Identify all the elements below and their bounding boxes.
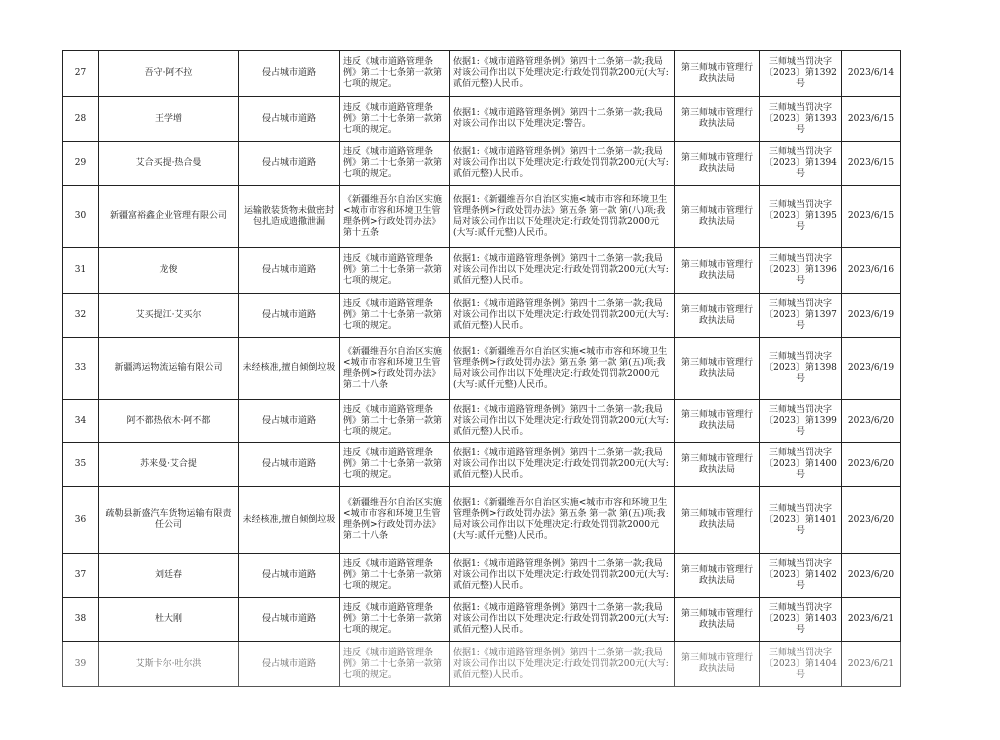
enforcement-agency: 第三师城市管理行政执法局 bbox=[675, 248, 760, 294]
decision-date: 2023/6/15 bbox=[842, 186, 901, 248]
violation-type: 侵占城市道路 bbox=[239, 554, 340, 598]
table-row bbox=[63, 487, 901, 554]
violation-basis: 违反《城市道路管理条例》第二十七条第一款第七项的规定。 bbox=[340, 400, 450, 443]
party-name: 苏来曼·艾合提 bbox=[99, 443, 239, 487]
table-row bbox=[63, 186, 901, 248]
decision-number: 三师城当罚决字〔2023〕第1393号 bbox=[760, 97, 842, 142]
decision-number: 三师城当罚决字〔2023〕第1395号 bbox=[760, 186, 842, 248]
violation-type: 侵占城市道路 bbox=[239, 142, 340, 186]
decision-number: 三师城当罚决字〔2023〕第1401号 bbox=[760, 487, 842, 554]
decision-date: 2023/6/21 bbox=[842, 642, 901, 687]
penalty-decision: 依据1:《城市道路管理条例》第四十二条第一款;我局对该公司作出以下处理决定:行政处罚罚款200元(大写:贰佰元整)人民币。 bbox=[450, 598, 675, 642]
row-number: 32 bbox=[63, 294, 99, 338]
enforcement-agency: 第三师城市管理行政执法局 bbox=[675, 487, 760, 554]
row-number: 35 bbox=[63, 443, 99, 487]
violation-type: 侵占城市道路 bbox=[239, 294, 340, 338]
violation-type: 未经核准,擅自倾倒垃圾 bbox=[239, 487, 340, 554]
penalty-decision: 依据1:《新疆维吾尔自治区实施<城市市容和环境卫生管理条例>行政处罚办法》第五条 第一款 第(五)项;我局对该公司作出以下处理决定:行政处罚罚款2000元(大写:贰仟元整)人民币。 bbox=[450, 487, 675, 554]
penalty-decision: 依据1:《新疆维吾尔自治区实施<城市市容和环境卫生管理条例>行政处罚办法》第五条 第一款 第(八)项;我局对该公司作出以下处理决定:行政处罚罚款2000元(大写:贰仟元整)人民币。 bbox=[450, 186, 675, 248]
violation-basis: 《新疆维吾尔自治区实施<城市市容和环境卫生管理条例>行政处罚办法》第十五条 bbox=[340, 186, 450, 248]
table-row bbox=[63, 338, 901, 400]
row-number: 27 bbox=[63, 51, 99, 97]
table-row bbox=[63, 51, 901, 97]
enforcement-agency: 第三师城市管理行政执法局 bbox=[675, 598, 760, 642]
violation-type: 侵占城市道路 bbox=[239, 642, 340, 687]
row-number: 34 bbox=[63, 400, 99, 443]
row-number: 29 bbox=[63, 142, 99, 186]
row-number: 38 bbox=[63, 598, 99, 642]
violation-type: 侵占城市道路 bbox=[239, 248, 340, 294]
penalty-decision: 依据1:《城市道路管理条例》第四十二条第一款;我局对该公司作出以下处理决定:行政处罚罚款200元(大写:贰佰元整)人民币。 bbox=[450, 294, 675, 338]
penalty-decision: 依据1:《新疆维吾尔自治区实施<城市市容和环境卫生管理条例>行政处罚办法》第五条 第一款 第(五)项;我局对该公司作出以下处理决定:行政处罚罚款2000元(大写:贰仟元整)人民币。 bbox=[450, 338, 675, 400]
enforcement-agency: 第三师城市管理行政执法局 bbox=[675, 186, 760, 248]
penalty-decision: 依据1:《城市道路管理条例》第四十二条第一款;我局对该公司作出以下处理决定:行政处罚罚款200元(大写:贰佰元整)人民币。 bbox=[450, 248, 675, 294]
violation-type: 侵占城市道路 bbox=[239, 51, 340, 97]
enforcement-agency: 第三师城市管理行政执法局 bbox=[675, 642, 760, 687]
violation-basis: 违反《城市道路管理条例》第二十七条第一款第七项的规定。 bbox=[340, 294, 450, 338]
decision-number: 三师城当罚决字〔2023〕第1404号 bbox=[760, 642, 842, 687]
decision-date: 2023/6/15 bbox=[842, 97, 901, 142]
decision-number: 三师城当罚决字〔2023〕第1402号 bbox=[760, 554, 842, 598]
row-number: 39 bbox=[63, 642, 99, 687]
violation-basis: 违反《城市道路管理条例》第二十七条第一款第七项的规定。 bbox=[340, 97, 450, 142]
table-row bbox=[63, 598, 901, 642]
table-row bbox=[63, 294, 901, 338]
table-row bbox=[63, 443, 901, 487]
decision-date: 2023/6/19 bbox=[842, 338, 901, 400]
penalty-decision: 依据1:《城市道路管理条例》第四十二条第一款;我局对该公司作出以下处理决定:行政处罚罚款200元(大写:贰佰元整)人民币。 bbox=[450, 554, 675, 598]
decision-number: 三师城当罚决字〔2023〕第1399号 bbox=[760, 400, 842, 443]
violation-type: 侵占城市道路 bbox=[239, 598, 340, 642]
violation-basis: 违反《城市道路管理条例》第二十七条第一款第七项的规定。 bbox=[340, 142, 450, 186]
violation-basis: 《新疆维吾尔自治区实施<城市市容和环境卫生管理条例>行政处罚办法》第二十八条 bbox=[340, 487, 450, 554]
decision-date: 2023/6/20 bbox=[842, 400, 901, 443]
party-name: 新疆鸿运物流运输有限公司 bbox=[99, 338, 239, 400]
violation-type: 运输散装货物未做密封包扎造成遗撒泄漏 bbox=[239, 186, 340, 248]
decision-number: 三师城当罚决字〔2023〕第1400号 bbox=[760, 443, 842, 487]
violation-type: 未经核准,擅自倾倒垃圾 bbox=[239, 338, 340, 400]
enforcement-agency: 第三师城市管理行政执法局 bbox=[675, 294, 760, 338]
party-name: 刘廷春 bbox=[99, 554, 239, 598]
penalty-decision: 依据1:《城市道路管理条例》第四十二条第一款;我局对该公司作出以下处理决定:行政处罚罚款200元(大写:贰佰元整)人民币。 bbox=[450, 400, 675, 443]
party-name: 阿不都热依木·阿不都 bbox=[99, 400, 239, 443]
enforcement-agency: 第三师城市管理行政执法局 bbox=[675, 443, 760, 487]
enforcement-agency: 第三师城市管理行政执法局 bbox=[675, 97, 760, 142]
penalty-decision: 依据1:《城市道路管理条例》第四十二条第一款;我局对该公司作出以下处理决定:行政处罚罚款200元(大写:贰佰元整)人民币。 bbox=[450, 443, 675, 487]
decision-date: 2023/6/21 bbox=[842, 598, 901, 642]
violation-basis: 违反《城市道路管理条例》第二十七条第一款第七项的规定。 bbox=[340, 554, 450, 598]
table-row bbox=[63, 554, 901, 598]
penalty-decision: 依据1:《城市道路管理条例》第四十二条第一款;我局对该公司作出以下处理决定:行政处罚罚款200元(大写:贰佰元整)人民币。 bbox=[450, 142, 675, 186]
decision-number: 三师城当罚决字〔2023〕第1396号 bbox=[760, 248, 842, 294]
party-name: 王学增 bbox=[99, 97, 239, 142]
table-body bbox=[63, 51, 901, 687]
violation-basis: 违反《城市道路管理条例》第二十七条第一款第七项的规定。 bbox=[340, 642, 450, 687]
penalty-decision: 依据1:《城市道路管理条例》第四十二条第一款;我局对该公司作出以下处理决定:警告。 bbox=[450, 97, 675, 142]
violation-basis: 违反《城市道路管理条例》第二十七条第一款第七项的规定。 bbox=[340, 248, 450, 294]
party-name: 新疆富裕鑫企业管理有限公司 bbox=[99, 186, 239, 248]
party-name: 吾守·阿不拉 bbox=[99, 51, 239, 97]
row-number: 33 bbox=[63, 338, 99, 400]
row-number: 36 bbox=[63, 487, 99, 554]
decision-number: 三师城当罚决字〔2023〕第1397号 bbox=[760, 294, 842, 338]
party-name: 艾买提江·艾买尔 bbox=[99, 294, 239, 338]
penalty-decision: 依据1:《城市道路管理条例》第四十二条第一款;我局对该公司作出以下处理决定:行政处罚罚款200元(大写:贰佰元整)人民币。 bbox=[450, 642, 675, 687]
decision-date: 2023/6/14 bbox=[842, 51, 901, 97]
table-row bbox=[63, 142, 901, 186]
enforcement-agency: 第三师城市管理行政执法局 bbox=[675, 400, 760, 443]
violation-basis: 违反《城市道路管理条例》第二十七条第一款第七项的规定。 bbox=[340, 598, 450, 642]
decision-date: 2023/6/20 bbox=[842, 443, 901, 487]
enforcement-agency: 第三师城市管理行政执法局 bbox=[675, 338, 760, 400]
penalty-decision: 依据1:《城市道路管理条例》第四十二条第一款;我局对该公司作出以下处理决定:行政处罚罚款200元(大写:贰佰元整)人民币。 bbox=[450, 51, 675, 97]
enforcement-agency: 第三师城市管理行政执法局 bbox=[675, 142, 760, 186]
table-row bbox=[63, 642, 901, 687]
decision-date: 2023/6/20 bbox=[842, 487, 901, 554]
decision-date: 2023/6/16 bbox=[842, 248, 901, 294]
violation-basis: 违反《城市道路管理条例》第二十七条第一款第七项的规定。 bbox=[340, 51, 450, 97]
decision-date: 2023/6/15 bbox=[842, 142, 901, 186]
table-row bbox=[63, 248, 901, 294]
row-number: 30 bbox=[63, 186, 99, 248]
table-row bbox=[63, 97, 901, 142]
party-name: 杜大刚 bbox=[99, 598, 239, 642]
row-number: 31 bbox=[63, 248, 99, 294]
decision-date: 2023/6/19 bbox=[842, 294, 901, 338]
row-number: 37 bbox=[63, 554, 99, 598]
party-name: 艾斯卡尔·吐尔洪 bbox=[99, 642, 239, 687]
violation-type: 侵占城市道路 bbox=[239, 400, 340, 443]
row-number: 28 bbox=[63, 97, 99, 142]
decision-number: 三师城当罚决字〔2023〕第1392号 bbox=[760, 51, 842, 97]
party-name: 疏勒县新盛汽车货物运输有限责任公司 bbox=[99, 487, 239, 554]
party-name: 艾合买提·热合曼 bbox=[99, 142, 239, 186]
decision-date: 2023/6/20 bbox=[842, 554, 901, 598]
violation-type: 侵占城市道路 bbox=[239, 97, 340, 142]
party-name: 龙俊 bbox=[99, 248, 239, 294]
enforcement-agency: 第三师城市管理行政执法局 bbox=[675, 554, 760, 598]
decision-number: 三师城当罚决字〔2023〕第1398号 bbox=[760, 338, 842, 400]
violation-basis: 违反《城市道路管理条例》第二十七条第一款第七项的规定。 bbox=[340, 443, 450, 487]
violation-type: 侵占城市道路 bbox=[239, 443, 340, 487]
enforcement-agency: 第三师城市管理行政执法局 bbox=[675, 51, 760, 97]
penalty-table bbox=[62, 50, 901, 687]
decision-number: 三师城当罚决字〔2023〕第1394号 bbox=[760, 142, 842, 186]
table-row bbox=[63, 400, 901, 443]
decision-number: 三师城当罚决字〔2023〕第1403号 bbox=[760, 598, 842, 642]
violation-basis: 《新疆维吾尔自治区实施<城市市容和环境卫生管理条例>行政处罚办法》第二十八条 bbox=[340, 338, 450, 400]
